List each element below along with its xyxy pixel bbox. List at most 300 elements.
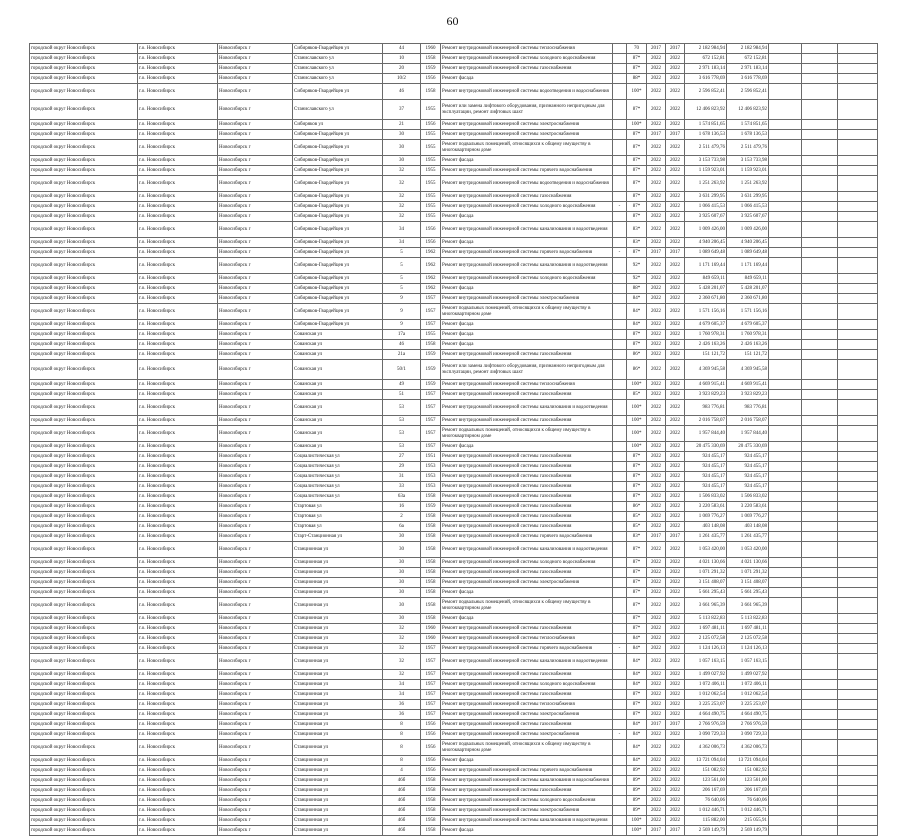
city-cell: г.о. Новосибирск (138, 84, 218, 99)
wear-percent-cell: 84* (627, 634, 647, 643)
end-year-cell: 2022 (666, 680, 685, 689)
cost-cell: 123 561,00 (685, 776, 727, 785)
start-year-cell: 2022 (647, 202, 666, 211)
empty-cell (838, 482, 878, 491)
house-number-cell: 53 (383, 400, 421, 415)
empty-cell (769, 568, 802, 577)
house-number-cell: 46б (383, 786, 421, 795)
work-type-cell: Ремонт подвальных помещений, относящихся к общему имуществу в многоквартирном доме (441, 426, 613, 441)
end-year-cell: 2022 (666, 730, 685, 739)
flag-cell (613, 380, 627, 389)
total-cost-cell: 151 121,72 (727, 350, 769, 359)
end-year-cell: 2022 (666, 54, 685, 63)
district-cell: городской округ Новосибирск (30, 258, 138, 273)
region-cell: Новосибирск г (218, 166, 293, 175)
wear-percent-cell: 87* (627, 330, 647, 339)
end-year-cell: 2022 (666, 156, 685, 165)
start-year-cell: 2022 (647, 294, 666, 303)
start-year-cell: 2022 (647, 442, 666, 451)
table-row (30, 284, 878, 294)
start-year-cell: 2022 (647, 786, 666, 795)
total-cost-cell: 403 148,08 (727, 522, 769, 531)
empty-cell (802, 284, 838, 293)
wear-percent-cell: 87* (627, 542, 647, 557)
table-row (30, 522, 878, 532)
end-year-cell: 2022 (666, 472, 685, 481)
cost-cell: 115 882,00 (685, 816, 727, 825)
street-cell: Сибиряков-Гвардейцев ул (293, 166, 383, 175)
cost-cell: 849 659,11 (685, 274, 727, 283)
flag-cell (613, 166, 627, 175)
start-year-cell: 2022 (647, 140, 666, 155)
empty-cell (838, 740, 878, 755)
start-year-cell: 2022 (647, 624, 666, 633)
build-year-cell: 1959 (421, 350, 441, 359)
empty-cell (802, 644, 838, 653)
city-cell: г.о. Новосибирск (138, 330, 218, 339)
table-row (30, 140, 878, 156)
end-year-cell: 2022 (666, 84, 685, 99)
total-cost-cell: 5 661 295,43 (727, 588, 769, 597)
street-cell: Станционная ул (293, 740, 383, 755)
region-cell: Новосибирск г (218, 654, 293, 669)
total-cost-cell: 1 261 435,77 (727, 532, 769, 541)
flag-cell (613, 756, 627, 765)
region-cell: Новосибирск г (218, 442, 293, 451)
flag-cell (613, 542, 627, 557)
build-year-cell: 1958 (421, 522, 441, 531)
table-row (30, 786, 878, 796)
start-year-cell: 2022 (647, 598, 666, 613)
flag-cell (613, 130, 627, 139)
total-cost-cell: 5 428 201,07 (727, 284, 769, 293)
cost-cell: 206 167,69 (685, 786, 727, 795)
house-number-cell: 30 (383, 140, 421, 155)
cost-cell: 2 125 072,58 (685, 634, 727, 643)
district-cell: городской округ Новосибирск (30, 54, 138, 63)
empty-cell (802, 482, 838, 491)
empty-cell (802, 442, 838, 451)
city-cell: г.о. Новосибирск (138, 304, 218, 319)
region-cell: Новосибирск г (218, 588, 293, 597)
street-cell: Станционная ул (293, 680, 383, 689)
flag-cell (613, 492, 627, 501)
region-cell: Новосибирск г (218, 380, 293, 389)
work-type-cell: Ремонт фасада (441, 442, 613, 451)
cost-cell: 1 066 415,53 (685, 202, 727, 211)
empty-cell (838, 140, 878, 155)
table-row (30, 806, 878, 816)
end-year-cell: 2022 (666, 452, 685, 461)
wear-percent-cell: 100* (627, 120, 647, 129)
street-cell: Сованская ул (293, 400, 383, 415)
empty-cell (769, 806, 802, 815)
end-year-cell: 2022 (666, 756, 685, 765)
district-cell: городской округ Новосибирск (30, 512, 138, 521)
flag-cell: - (613, 730, 627, 739)
table-row (30, 340, 878, 350)
empty-cell (769, 558, 802, 567)
wear-percent-cell: 87* (627, 340, 647, 349)
work-type-cell: Ремонт фасада (441, 320, 613, 329)
region-cell: Новосибирск г (218, 100, 293, 119)
empty-cell (802, 634, 838, 643)
city-cell: г.о. Новосибирск (138, 578, 218, 587)
city-cell: г.о. Новосибирск (138, 360, 218, 379)
region-cell: Новосибирск г (218, 74, 293, 83)
cost-cell: 4 369 945,58 (685, 360, 727, 379)
region-cell: Новосибирск г (218, 644, 293, 653)
street-cell: Станционная ул (293, 796, 383, 805)
house-number-cell: 8 (383, 756, 421, 765)
cost-cell: 5 428 201,07 (685, 284, 727, 293)
empty-cell (769, 482, 802, 491)
total-cost-cell: 123 561,00 (727, 776, 769, 785)
region-cell: Новосибирск г (218, 304, 293, 319)
flag-cell (613, 304, 627, 319)
region-cell: Новосибирск г (218, 776, 293, 785)
empty-cell (802, 212, 838, 221)
city-cell: г.о. Новосибирск (138, 690, 218, 699)
work-type-cell: Ремонт внутридомовой инженерной системы канализования и водоотведения (441, 654, 613, 669)
house-number-cell: 37 (383, 100, 421, 119)
street-cell: Социалистическая ул (293, 452, 383, 461)
table-row (30, 202, 878, 212)
wear-percent-cell: 83* (627, 532, 647, 541)
total-cost-cell: 3 090 729,33 (727, 730, 769, 739)
cost-cell: 2 360 671,80 (685, 294, 727, 303)
wear-percent-cell: 83* (627, 222, 647, 237)
street-cell: Сибиряков-Гвардейцев ул (293, 274, 383, 283)
empty-cell (838, 532, 878, 541)
flag-cell (613, 558, 627, 567)
end-year-cell: 2022 (666, 426, 685, 441)
district-cell: городской округ Новосибирск (30, 284, 138, 293)
house-number-cell: 32 (383, 624, 421, 633)
empty-cell (838, 212, 878, 221)
wear-percent-cell: 87* (627, 492, 647, 501)
total-cost-cell: 3 220 583,61 (727, 502, 769, 511)
house-number-cell: 2 (383, 512, 421, 521)
cost-cell: 3 616 778,69 (685, 74, 727, 83)
district-cell: городской округ Новосибирск (30, 120, 138, 129)
street-cell: Старт-Станционная ул (293, 532, 383, 541)
flag-cell (613, 284, 627, 293)
work-type-cell: Ремонт подвальных помещений, относящихся к общему имуществу в многоквартирном доме (441, 598, 613, 613)
house-number-cell: 32 (383, 166, 421, 175)
total-cost-cell: 76 640,06 (727, 796, 769, 805)
flag-cell (613, 502, 627, 511)
build-year-cell: 1957 (421, 710, 441, 719)
end-year-cell: 2022 (666, 614, 685, 623)
start-year-cell: 2022 (647, 452, 666, 461)
wear-percent-cell: 89* (627, 776, 647, 785)
region-cell: Новосибирск г (218, 482, 293, 491)
end-year-cell: 2022 (666, 304, 685, 319)
start-year-cell: 2022 (647, 634, 666, 643)
build-year-cell: 1958 (421, 558, 441, 567)
street-cell: Сибиряков-Гвардейцев ул (293, 238, 383, 247)
start-year-cell: 2022 (647, 740, 666, 755)
empty-cell (838, 202, 878, 211)
build-year-cell: 1958 (421, 492, 441, 501)
total-cost-cell: 2 125 072,58 (727, 634, 769, 643)
start-year-cell: 2022 (647, 654, 666, 669)
city-cell: г.о. Новосибирск (138, 776, 218, 785)
empty-cell (838, 44, 878, 53)
work-type-cell: Ремонт внутридомовой инженерной системы газоснабжения (441, 350, 613, 359)
build-year-cell: 1957 (421, 700, 441, 709)
empty-cell (802, 330, 838, 339)
house-number-cell: 10/2 (383, 74, 421, 83)
work-type-cell: Ремонт внутридомовой инженерной системы водоотведения и водоснабжения (441, 84, 613, 99)
build-year-cell: 1955 (421, 130, 441, 139)
district-cell: городской округ Новосибирск (30, 614, 138, 623)
work-type-cell: Ремонт внутридомовой инженерной системы холодного водоснабжения (441, 680, 613, 689)
empty-cell (802, 156, 838, 165)
cost-cell: 1 261 435,77 (685, 532, 727, 541)
house-number-cell: 17а (383, 330, 421, 339)
cost-cell: 2 182 984,94 (685, 44, 727, 53)
table-row (30, 100, 878, 120)
table-row (30, 766, 878, 776)
district-cell: городской округ Новосибирск (30, 44, 138, 53)
flag-cell (613, 740, 627, 755)
build-year-cell: 1953 (421, 462, 441, 471)
empty-cell (838, 130, 878, 139)
region-cell: Новосибирск г (218, 634, 293, 643)
cost-cell: 5 113 822,83 (685, 614, 727, 623)
page-number: 60 (446, 14, 459, 28)
empty-cell (802, 248, 838, 257)
empty-cell (769, 654, 802, 669)
empty-cell (769, 796, 802, 805)
start-year-cell: 2022 (647, 796, 666, 805)
table-row (30, 74, 878, 84)
street-cell: Сованская ул (293, 390, 383, 399)
district-cell: городской округ Новосибирск (30, 212, 138, 221)
empty-cell (769, 624, 802, 633)
total-cost-cell: 924 455,17 (727, 452, 769, 461)
build-year-cell: 1958 (421, 568, 441, 577)
start-year-cell: 2022 (647, 100, 666, 119)
empty-cell (838, 100, 878, 119)
house-number-cell: 49 (383, 380, 421, 389)
empty-cell (769, 502, 802, 511)
end-year-cell: 2017 (666, 130, 685, 139)
cost-cell: 1 574 851,65 (685, 120, 727, 129)
build-year-cell: 1951 (421, 452, 441, 461)
start-year-cell: 2022 (647, 670, 666, 679)
empty-cell (838, 776, 878, 785)
empty-cell (838, 816, 878, 825)
cost-cell: 1 053 420,00 (685, 542, 727, 557)
region-cell: Новосибирск г (218, 120, 293, 129)
table-row (30, 212, 878, 222)
house-number-cell: 21 (383, 120, 421, 129)
city-cell: г.о. Новосибирск (138, 542, 218, 557)
start-year-cell: 2017 (647, 248, 666, 257)
empty-cell (802, 756, 838, 765)
start-year-cell: 2022 (647, 710, 666, 719)
street-cell: Сибиряков-Гвардейцев ул (293, 222, 383, 237)
region-cell: Новосибирск г (218, 202, 293, 211)
table-row (30, 816, 878, 826)
street-cell: Сибиряков-Гвардейцев ул (293, 84, 383, 99)
district-cell: городской округ Новосибирск (30, 380, 138, 389)
empty-cell (802, 294, 838, 303)
build-year-cell: 1958 (421, 578, 441, 587)
end-year-cell: 2022 (666, 74, 685, 83)
empty-cell (802, 766, 838, 775)
empty-cell (769, 542, 802, 557)
wear-percent-cell: 87* (627, 212, 647, 221)
empty-cell (769, 274, 802, 283)
work-type-cell: Ремонт внутридомовой инженерной системы канализования и водоотведения (441, 400, 613, 415)
empty-cell (769, 380, 802, 389)
work-type-cell: Ремонт внутридомовой инженерной системы холодного водоснабжения (441, 202, 613, 211)
build-year-cell: 1958 (421, 84, 441, 99)
build-year-cell: 1957 (421, 426, 441, 441)
empty-cell (769, 360, 802, 379)
build-year-cell: 1957 (421, 390, 441, 399)
build-year-cell: 1956 (421, 74, 441, 83)
city-cell: г.о. Новосибирск (138, 166, 218, 175)
city-cell: г.о. Новосибирск (138, 238, 218, 247)
wear-percent-cell: 89* (627, 796, 647, 805)
empty-cell (838, 796, 878, 805)
work-type-cell: Ремонт или замена лифтового оборудования, признанного непригодным для эксплуатации, ремонт лифтовых шахт (441, 100, 613, 119)
build-year-cell: 1953 (421, 472, 441, 481)
region-cell: Новосибирск г (218, 614, 293, 623)
build-year-cell: 1957 (421, 654, 441, 669)
end-year-cell: 2022 (666, 634, 685, 643)
work-type-cell: Ремонт фасада (441, 588, 613, 597)
flag-cell (613, 120, 627, 129)
work-type-cell: Ремонт внутридомовой инженерной системы теплоснабжения (441, 44, 613, 53)
region-cell: Новосибирск г (218, 542, 293, 557)
region-cell: Новосибирск г (218, 400, 293, 415)
cost-cell: 2 016 758,07 (685, 416, 727, 425)
wear-percent-cell: 87* (627, 176, 647, 191)
wear-percent-cell: 100* (627, 816, 647, 825)
work-type-cell: Ремонт внутридомовой инженерной системы газоснабжения (441, 690, 613, 699)
empty-cell (838, 720, 878, 729)
work-type-cell: Ремонт внутридомовой инженерной системы газоснабжения (441, 720, 613, 729)
street-cell: Станционная ул (293, 690, 383, 699)
work-type-cell: Ремонт внутридомовой инженерной системы газоснабжения (441, 522, 613, 531)
wear-percent-cell: 84* (627, 756, 647, 765)
region-cell: Новосибирск г (218, 84, 293, 99)
empty-cell (769, 756, 802, 765)
total-cost-cell: 672 152,81 (727, 54, 769, 63)
street-cell: Станционная ул (293, 756, 383, 765)
street-cell: Сибиряков ул (293, 120, 383, 129)
empty-cell (769, 130, 802, 139)
region-cell: Новосибирск г (218, 502, 293, 511)
empty-cell (769, 140, 802, 155)
empty-cell (769, 680, 802, 689)
street-cell: Станционная ул (293, 826, 383, 835)
street-cell: Станционная ул (293, 710, 383, 719)
total-cost-cell: 1 574 851,65 (727, 120, 769, 129)
start-year-cell: 2022 (647, 416, 666, 425)
city-cell: г.о. Новосибирск (138, 700, 218, 709)
region-cell: Новосибирск г (218, 284, 293, 293)
cost-cell: 1 571 156,16 (685, 304, 727, 319)
table-row (30, 192, 878, 202)
city-cell: г.о. Новосибирск (138, 766, 218, 775)
cost-cell: 924 455,17 (685, 462, 727, 471)
city-cell: г.о. Новосибирск (138, 340, 218, 349)
street-cell: Сибиряков-Гвардейцев ул (293, 248, 383, 257)
start-year-cell: 2022 (647, 568, 666, 577)
cost-cell: 5 661 295,43 (685, 588, 727, 597)
build-year-cell: 1960 (421, 624, 441, 633)
build-year-cell: 1959 (421, 360, 441, 379)
table-row (30, 700, 878, 710)
district-cell: городской округ Новосибирск (30, 796, 138, 805)
district-cell: городской округ Новосибирск (30, 84, 138, 99)
city-cell: г.о. Новосибирск (138, 532, 218, 541)
total-cost-cell: 2 016 758,07 (727, 416, 769, 425)
build-year-cell: 1958 (421, 588, 441, 597)
house-number-cell: 30 (383, 156, 421, 165)
table-row (30, 64, 878, 74)
table-row (30, 578, 878, 588)
empty-cell (802, 740, 838, 755)
start-year-cell: 2022 (647, 680, 666, 689)
region-cell: Новосибирск г (218, 320, 293, 329)
empty-cell (838, 390, 878, 399)
wear-percent-cell: 83* (627, 238, 647, 247)
build-year-cell: 1959 (421, 502, 441, 511)
house-number-cell: 5 (383, 284, 421, 293)
table-row (30, 248, 878, 258)
build-year-cell: 1958 (421, 614, 441, 623)
table-row (30, 390, 878, 400)
table-row (30, 740, 878, 756)
street-cell: Сованская ул (293, 330, 383, 339)
district-cell: городской округ Новосибирск (30, 826, 138, 835)
house-number-cell: 34 (383, 238, 421, 247)
empty-cell (802, 492, 838, 501)
empty-cell (769, 284, 802, 293)
total-cost-cell: 1 171 169,44 (727, 258, 769, 273)
house-number-cell: 9 (383, 304, 421, 319)
street-cell: Станционная ул (293, 598, 383, 613)
start-year-cell: 2017 (647, 720, 666, 729)
cost-cell: 3 151 408,07 (685, 578, 727, 587)
empty-cell (802, 558, 838, 567)
cost-cell: 3 220 583,61 (685, 502, 727, 511)
work-type-cell: Ремонт фасада (441, 340, 613, 349)
work-type-cell: Ремонт внутридомовой инженерной системы электроснабжения (441, 120, 613, 129)
district-cell: городской округ Новосибирск (30, 416, 138, 425)
end-year-cell: 2022 (666, 400, 685, 415)
empty-cell (769, 532, 802, 541)
empty-cell (802, 222, 838, 237)
flag-cell (613, 294, 627, 303)
start-year-cell: 2022 (647, 700, 666, 709)
district-cell: городской округ Новосибирск (30, 700, 138, 709)
street-cell: Сованская ул (293, 442, 383, 451)
build-year-cell: 1958 (421, 532, 441, 541)
wear-percent-cell: 89* (627, 806, 647, 815)
flag-cell (613, 816, 627, 825)
work-type-cell: Ремонт внутридомовой инженерной системы газоснабжения (441, 512, 613, 521)
city-cell: г.о. Новосибирск (138, 492, 218, 501)
